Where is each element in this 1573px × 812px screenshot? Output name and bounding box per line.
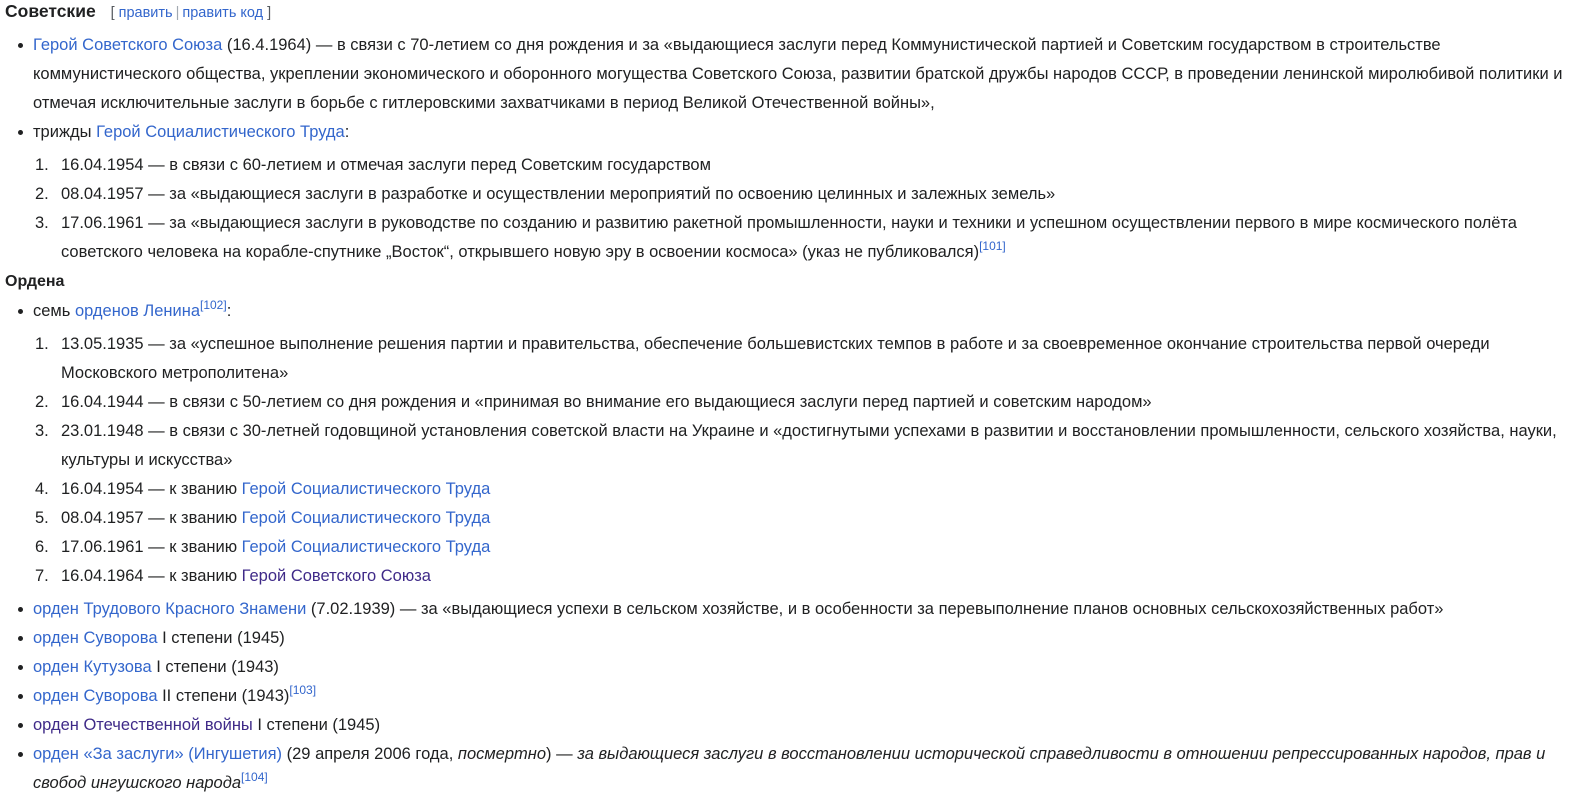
bullet-icon xyxy=(18,723,23,728)
reference xyxy=(979,239,1006,253)
reference xyxy=(200,298,227,312)
orders-list xyxy=(5,297,1573,326)
hero-soviet-union-link[interactable]: Герой Советского Союза xyxy=(241,567,431,585)
hero-socialist-labour-link[interactable]: Герой Социалистического Труда xyxy=(241,538,491,556)
list-item: семь орденов Ленина[102]: xyxy=(33,297,1573,326)
list-item: 1. 13.05.1935 — за «успешное выполнение решения партии и правительства, обеспечение большевистских темпов в работе и за своевременное окончание строительства первой очереди Московского метрополитена» xyxy=(35,335,1490,382)
list-item: 4. 16.04.1954 — к званию Герой Социалистического Труда xyxy=(35,480,491,498)
bullet-icon xyxy=(18,694,23,699)
order-for-merit-link[interactable]: орден «За заслуги» (Ингушетия) xyxy=(33,745,283,763)
list-item: орден «За заслуги» (Ингушетия) (29 апреля 2006 года, посмертно) — за выдающиеся заслуги в восстановлении исторической справедливости в отношении репрессированных народов, прав и свобод ингушского народа[104] xyxy=(33,740,1573,798)
list-item: 2. 08.04.1957 — за «выдающиеся заслуги в разработке и осуществлении мероприятий по освоению целинных и залежных земель» xyxy=(35,185,1056,203)
list-item: орден Отечественной войны I степени (1945) xyxy=(33,711,1573,740)
hero-labour-awards-list xyxy=(5,151,1573,267)
bullet-icon xyxy=(18,130,23,135)
section-title: Советские xyxy=(5,1,96,21)
section-heading xyxy=(5,0,1573,24)
order-patriotic-war-link[interactable]: орден Отечественной войны xyxy=(33,716,253,734)
order-suvorov-link[interactable]: орден Суворова xyxy=(33,687,158,705)
list-item: 7. 16.04.1964 — к званию Герой Советского Союза xyxy=(35,567,431,585)
reference xyxy=(241,770,268,784)
reference-link[interactable]: [104] xyxy=(241,770,268,784)
list-item: орден Суворова II степени (1943)[103] xyxy=(33,682,1573,711)
hero-soviet-union-link[interactable]: Герой Советского Союза xyxy=(33,36,223,54)
edit-link[interactable]: править xyxy=(118,5,173,21)
bullet-icon xyxy=(18,636,23,641)
reference-link[interactable]: [103] xyxy=(289,683,317,697)
order-kutuzov-link[interactable]: орден Кутузова xyxy=(33,658,152,676)
list-item: Герой Советского Союза (16.4.1964) — в связи с 70-летием со дня рождения и за «выдающиеся заслуги перед Коммунистической партией и Советским государством в строительстве коммунистического общества, укреплении экономического и оборонного могущества Советского Союза, развитии братской дружбы народов СССР, в проведении ленинской миролюбивой политики и отмечая исключительные заслуги в борьбе с гитлеровскими захватчиками в период Великой Отечественной войны», xyxy=(33,31,1573,118)
hero-socialist-labour-link[interactable]: Герой Социалистического Труда xyxy=(96,123,345,141)
hero-socialist-labour-link[interactable]: Герой Социалистического Труда xyxy=(241,480,491,498)
reference-link[interactable]: [101] xyxy=(979,239,1006,253)
list-item: трижды Герой Социалистического Труда: xyxy=(33,118,1573,147)
bullet-icon xyxy=(18,607,23,612)
list-item: орден Суворова I степени (1945) xyxy=(33,624,1573,653)
order-suvorov-link[interactable]: орден Суворова xyxy=(33,629,158,647)
order-red-banner-link[interactable]: орден Трудового Красного Знамени xyxy=(33,600,307,618)
list-item: 6. 17.06.1961 — к званию Герой Социалистического Труда xyxy=(35,538,491,556)
list-item: 5. 08.04.1957 — к званию Герой Социалистического Труда xyxy=(35,509,491,527)
order-of-lenin-list xyxy=(5,330,1573,591)
subsection-heading-orders: Ордена xyxy=(5,273,65,290)
bullet-icon xyxy=(18,309,23,314)
list-item: 3. 17.06.1961 — за «выдающиеся заслуги в руководстве по созданию и развитию ракетной промышленности, науки и техники и успешном осуществлении первого в мире космического полёта советского человека на корабле-спутнике „Восток“, открывшего новую эру в освоении космоса» (указ не публиковался)[101] xyxy=(35,214,1517,261)
bullet-icon xyxy=(18,665,23,670)
edit-source-link[interactable]: править код xyxy=(182,5,264,21)
list-item: орден Трудового Красного Знамени (7.02.1939) — за «выдающиеся успехи в сельском хозяйстве, и в особенности за перевыполнение планов основных сельскохозяйственных работ» xyxy=(33,595,1573,624)
reference-link[interactable]: [102] xyxy=(200,298,227,312)
list-item: 2. 16.04.1944 — в связи с 50-летием со дня рождения и «принимая во внимание его выдающиеся заслуги перед партией и советским народом» xyxy=(35,393,1152,411)
soviet-titles-list xyxy=(5,31,1573,147)
list-item: орден Кутузова I степени (1943) xyxy=(33,653,1573,682)
section-edit-links: [ править | править код ] xyxy=(110,5,272,21)
list-item: 3. 23.01.1948 — в связи с 30-летней годовщиной установления советской власти на Украине и «достигнутыми успехами в развитии и восстановлении промышленности, сельского хозяйства, науки, культуры и искусства» xyxy=(35,422,1557,469)
bullet-icon xyxy=(18,752,23,757)
reference xyxy=(289,683,316,697)
order-of-lenin-link[interactable]: орденов Ленина xyxy=(74,302,200,320)
hero-socialist-labour-link[interactable]: Герой Социалистического Труда xyxy=(241,509,491,527)
other-orders-list xyxy=(5,595,1573,798)
list-item: 1. 16.04.1954 — в связи с 60-летием и отмечая заслуги перед Советским государством xyxy=(35,156,711,174)
bullet-icon xyxy=(18,43,23,48)
